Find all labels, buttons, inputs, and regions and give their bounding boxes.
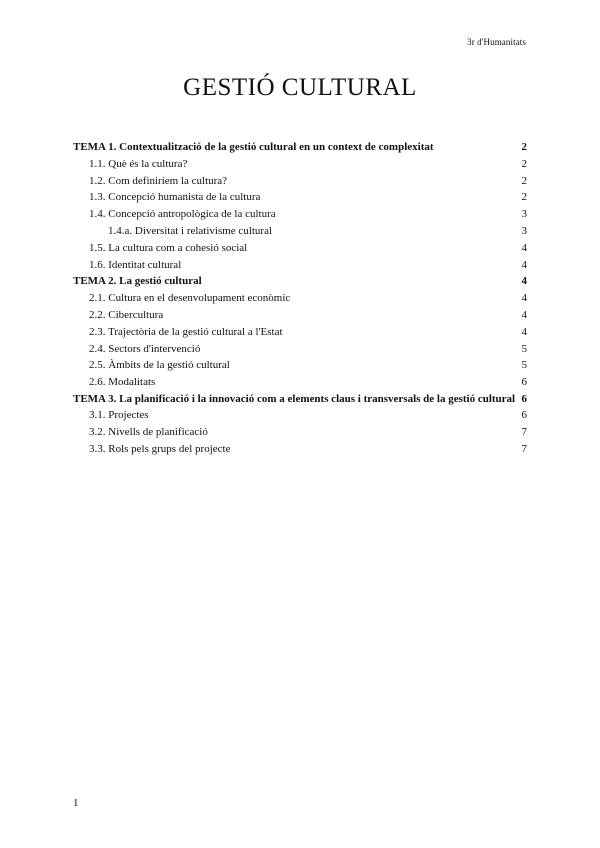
toc-entry[interactable] [73,407,527,424]
toc-entry-title: TEMA 1. Contextualització de la gestió cultural en un context de complexitat [73,141,434,153]
toc-entry-title: TEMA 3. La planificació i la innovació com a elements claus i transversals de la gestió cultural [73,392,516,405]
toc-chapter-entry[interactable] [73,273,527,290]
toc-entry-page: 6 [521,409,527,422]
toc-entry[interactable] [73,223,527,240]
toc-entry-title: 2.2. Cibercultura [89,308,164,321]
page-number: 1 [73,797,79,809]
toc-entry-title: 2.3. Trajectòria de la gestió cultural a l'Estat [89,325,283,338]
toc-chapter-entry[interactable] [73,391,527,408]
toc-entry-page: 4 [521,241,527,254]
toc-entry-page: 6 [521,376,527,389]
toc-entry[interactable] [73,206,527,223]
toc-entry-title: 2.5. Àmbits de la gestió cultural [89,359,230,372]
toc-entry-title: 1.2. Com definiríem la cultura? [89,174,228,187]
toc-entry[interactable] [73,290,527,307]
toc-entry-page: 7 [521,426,527,439]
toc-entry[interactable] [73,424,527,441]
toc-entry-page: 2 [521,141,527,153]
toc-entry[interactable] [73,307,527,324]
toc-entry-title: 3.1. Projectes [89,409,149,422]
toc-entry-page: 5 [521,342,527,355]
toc-entry-title: 2.4. Sectors d'intervenció [89,342,201,355]
toc-entry-title: 1.1. Què és la cultura? [89,157,188,170]
toc-entry-title: 2.6. Modalitats [89,376,156,389]
toc-entry-page: 4 [521,258,527,271]
toc-entry[interactable] [73,374,527,391]
toc-entry-title: 2.1. Cultura en el desenvolupament econòmic [89,292,291,305]
toc-entry-page: 5 [521,359,527,372]
toc-entry-page: 2 [521,191,527,204]
toc-entry-page: 4 [521,308,527,321]
toc-entry-title: 1.3. Concepció humanista de la cultura [89,191,261,204]
toc-entry-page: 3 [521,208,527,221]
toc-entry[interactable] [73,441,527,458]
toc-entry-page: 2 [521,157,527,170]
toc-entry[interactable] [73,156,527,173]
toc-entry-page: 3 [521,224,527,237]
toc-entry[interactable] [73,324,527,341]
toc-entry[interactable] [73,357,527,374]
toc-entry[interactable] [73,189,527,206]
table-of-contents [73,139,527,458]
toc-entry-page: 6 [521,392,527,405]
toc-entry-page: 4 [521,325,527,338]
toc-entry-title: 3.2. Nivells de planificació [89,426,208,439]
toc-entry-page: 4 [521,275,527,288]
toc-entry-title: 3.3. Rols pels grups del projecte [89,443,231,456]
toc-entry-page: 7 [521,443,527,456]
toc-entry-title: 1.4. Concepció antropològica de la cultura [89,208,276,221]
toc-entry[interactable] [73,257,527,274]
toc-entry[interactable] [73,341,527,358]
toc-entry-title: TEMA 2. La gestió cultural [73,275,202,288]
toc-entry-title: 1.4.a. Diversitat i relativisme cultural [108,224,273,237]
toc-entry[interactable] [73,173,527,190]
toc-entry-page: 4 [521,292,527,305]
toc-entry-title: 1.6. Identitat cultural [89,258,182,271]
toc-entry-title: 1.5. La cultura com a cohesió social [89,241,248,254]
toc-entry-page: 2 [521,174,527,187]
toc-entry[interactable] [73,240,527,257]
document-title: GESTIÓ CULTURAL [183,74,417,101]
running-header: 3r d'Humanitats [467,37,526,47]
toc-chapter-entry[interactable] [73,139,527,156]
